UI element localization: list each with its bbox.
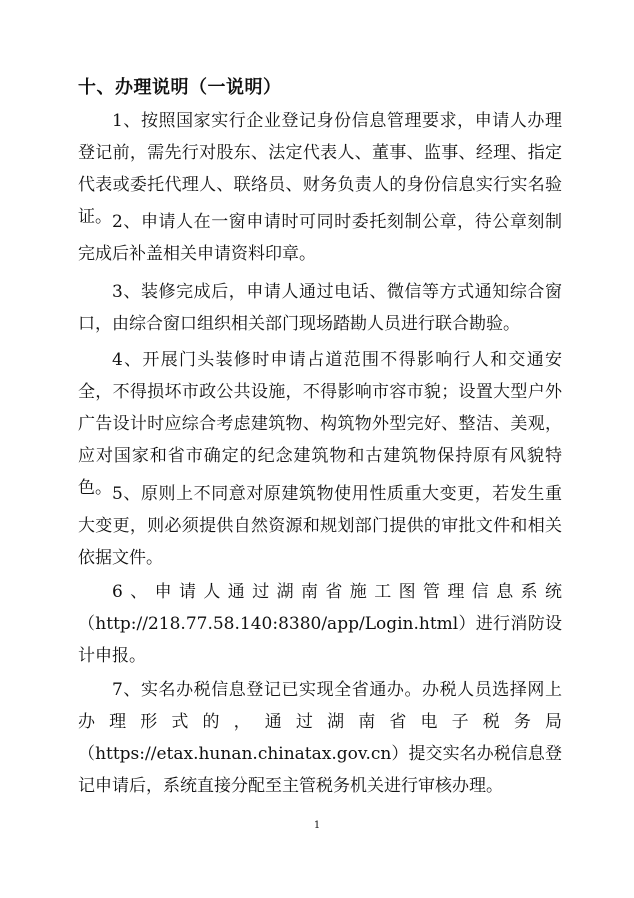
paragraph-6: 6、申请人通过湖南省施工图管理信息系统（http://218.77.58.140:8380/app/Login.html）进行消防设计申报。 [78, 582, 562, 666]
paragraph-4: 4、开展门头装修时申请占道范围不得影响行人和交通安全，不得损坏市政公共设施，不得影响市容市貌；设置大型户外广告设计时应综合考虑建筑物、构筑物外型完好、整洁、美观，应对国家和省市确定的纪念建筑物和古建筑物保持原有风貌特色。 [78, 350, 562, 498]
paragraph-1: 1、按照国家实行企业登记身份信息管理要求，申请人办理登记前，需先行对股东、法定代表人、董事、监事、经理、指定代表或委托代理人、联络员、财务负责人的身份信息实行实名验证。 [78, 111, 562, 227]
paragraph-7: 7、实名办税信息登记已实现全省通办。办税人员选择网上办理形式的，通过湖南省电子税务局（https://etax.hunan.chinatax.gov.cn）提交实名办税信息登记申请后，系统直接分配至主管税务机关进行审核办理。 [78, 680, 562, 796]
section-title: 十、办理说明（一说明） [78, 77, 282, 98]
page-number: 1 [313, 820, 321, 831]
paragraph-2: 2、申请人在一窗申请时可同时委托刻制公章，待公章刻制完成后补盖相关申请资料印章。 [78, 212, 562, 264]
paragraph-5: 5、原则上不同意对原建筑物使用性质重大变更，若发生重大变更，则必须提供自然资源和规划部门提供的审批文件和相关依据文件。 [78, 484, 562, 568]
paragraph-3: 3、装修完成后，申请人通过电话、微信等方式通知综合窗口，由综合窗口组织相关部门现场踏勘人员进行联合勘验。 [78, 282, 562, 334]
